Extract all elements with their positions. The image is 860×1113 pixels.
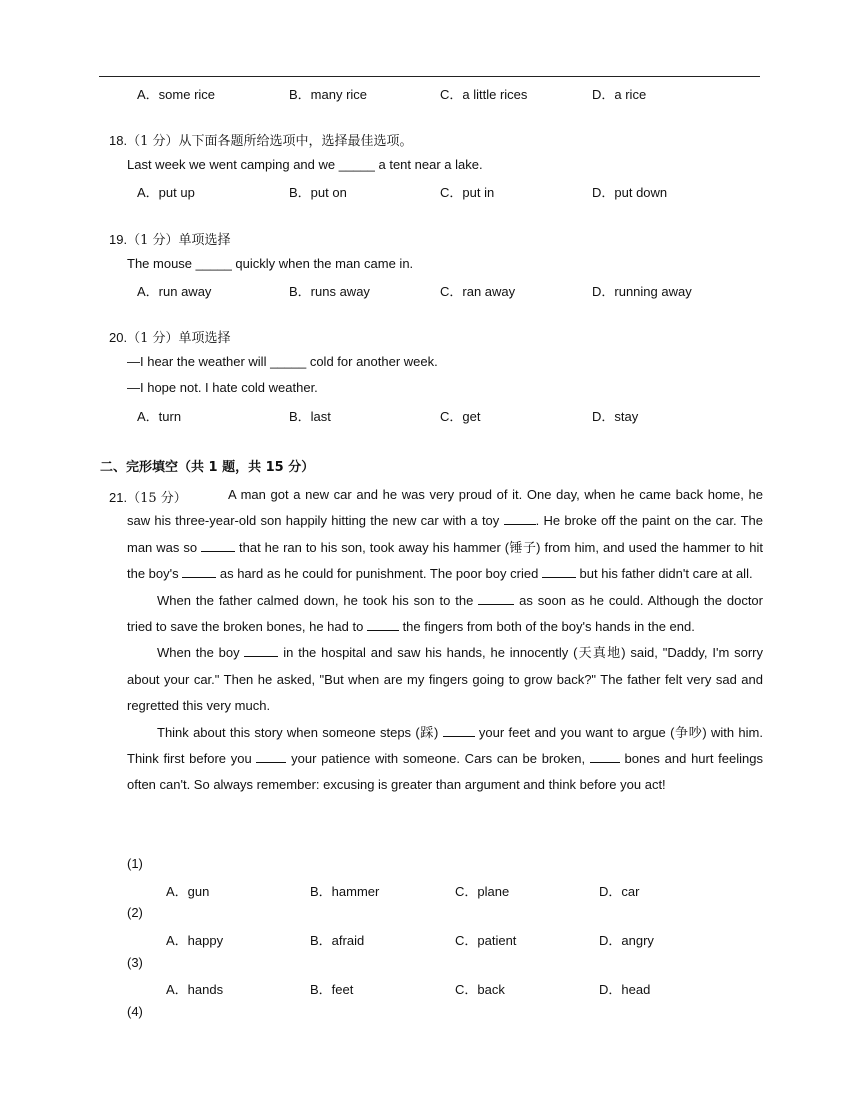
q19-instruction: （1 分）单项选择	[127, 233, 231, 248]
q18-options	[0, 182, 860, 200]
q21-passage	[127, 482, 763, 799]
sub3-option-a[interactable]: A．hands	[166, 982, 224, 997]
sub-question-1-label: (1)	[127, 856, 143, 871]
sub3-option-b[interactable]: B．feet	[310, 982, 354, 997]
sub-question-2-options	[0, 930, 860, 948]
sub2-option-c[interactable]: C．patient	[455, 933, 517, 948]
q18-option-a[interactable]: A．put up	[137, 185, 195, 200]
q19-option-a[interactable]: A．run away	[137, 284, 212, 299]
q20-number: 20.	[109, 330, 128, 345]
sub1-option-d[interactable]: D．car	[599, 884, 640, 899]
q20-stem-line1: —I hear the weather will _____ cold for another week.	[127, 354, 438, 369]
q20-option-b[interactable]: B．last	[289, 409, 331, 424]
sub3-option-d[interactable]: D．head	[599, 982, 651, 997]
p3-text-b: in the hospital and saw his hands, he innocently (天真地) said, "Daddy, I'm sorry about your car." Then he asked, "But when are my fingers going to grow back?" The father felt very sad and regretted this very much.	[127, 645, 763, 714]
q19-option-c[interactable]: C．ran away	[440, 284, 516, 299]
q20-instruction: （1 分）单项选择	[127, 331, 231, 346]
blank-1[interactable]	[504, 512, 536, 525]
q20-stem-line2: —I hope not. I hate cold weather.	[127, 380, 318, 395]
q20-header	[109, 327, 230, 346]
q20-option-c[interactable]: C．get	[440, 409, 481, 424]
blank-3[interactable]	[182, 565, 216, 578]
p4-text-d: bones and hurt feelings often can't. So always remember: excusing is greater than argument and think before you act!	[127, 751, 763, 793]
q17-option-d[interactable]: D．a rice	[592, 87, 647, 102]
sub2-option-b[interactable]: B．afraid	[310, 933, 365, 948]
top-rule	[99, 76, 760, 77]
sub1-option-a[interactable]: A．gun	[166, 884, 210, 899]
q18-instruction: （1 分）从下面各题所给选项中，选择最佳选项。	[127, 134, 413, 149]
sub-question-1-options	[0, 881, 860, 899]
q19-stem: The mouse _____ quickly when the man came in.	[127, 256, 414, 271]
q18-stem: Last week we went camping and we _____ a tent near a lake.	[127, 157, 483, 172]
sub3-option-c[interactable]: C．back	[455, 982, 505, 997]
blank-9[interactable]	[256, 750, 286, 763]
passage-paragraph-1	[127, 482, 763, 588]
sub-question-4-label: (4)	[127, 1004, 143, 1019]
q17-option-a[interactable]: A．some rice	[137, 87, 216, 102]
q21-score: （15 分）	[127, 491, 187, 506]
blank-8[interactable]	[443, 724, 475, 737]
q18-number: 18.	[109, 133, 128, 148]
q19-header	[109, 229, 230, 248]
sub-question-3-label: (3)	[127, 955, 143, 970]
blank-2[interactable]	[201, 539, 235, 552]
p2-text-b: as soon as he could. Although the doctor tried to save the broken bones, he had to	[127, 592, 763, 635]
sub-question-2-label: (2)	[127, 905, 143, 920]
p1-text-c: that he ran to his son, took away his hammer (锤子) from him, and used the hammer to hit the boy's	[127, 539, 763, 582]
p4-text-b: your feet and you want to argue (争吵) with him. Think first before you	[127, 724, 763, 767]
p1-text-a: A man got a new car and he was very proud of it. One day, when he came back home, he saw his three-year-old son happily hitting the new car with a toy	[127, 487, 763, 529]
passage-paragraph-4	[127, 720, 763, 799]
blank-6[interactable]	[367, 618, 399, 631]
p2-text-a: When the father calmed down, he took his son to the	[157, 592, 479, 608]
q19-option-b[interactable]: B．runs away	[289, 284, 370, 299]
blank-10[interactable]	[590, 750, 620, 763]
q19-option-d[interactable]: D．running away	[592, 284, 692, 299]
p1-text-b: . He broke off the paint on the car. The man was so	[127, 513, 763, 555]
passage-paragraph-3	[127, 640, 763, 719]
q21-number: 21.	[109, 490, 128, 505]
q20-option-a[interactable]: A．turn	[137, 409, 182, 424]
q19-options	[0, 281, 860, 299]
q17-options	[0, 84, 860, 102]
blank-4[interactable]	[542, 565, 576, 578]
sub2-option-a[interactable]: A．happy	[166, 933, 224, 948]
q17-option-b[interactable]: B．many rice	[289, 87, 368, 102]
q18-option-c[interactable]: C．put in	[440, 185, 495, 200]
q17-option-c[interactable]: C．a little rices	[440, 87, 528, 102]
p3-text-a: When the boy	[157, 645, 245, 661]
blank-5[interactable]	[478, 592, 514, 605]
p1-text-e: but his father didn't care at all.	[575, 566, 753, 582]
section-heading-cloze: 二、完形填空（共 1 题，共 15 分）	[100, 460, 315, 475]
sub1-option-b[interactable]: B．hammer	[310, 884, 380, 899]
passage-paragraph-2	[127, 588, 763, 641]
q20-options	[0, 406, 860, 424]
q19-number: 19.	[109, 232, 128, 247]
p2-text-c: the fingers from both of the boy's hands in the end.	[398, 619, 695, 635]
sub1-option-c[interactable]: C．plane	[455, 884, 510, 899]
sub-question-3-options	[0, 979, 860, 997]
p1-text-d: as hard as he could for punishment. The poor boy cried	[216, 566, 542, 582]
sub2-option-d[interactable]: D．angry	[599, 933, 654, 948]
q18-option-b[interactable]: B．put on	[289, 185, 347, 200]
q18-header	[109, 130, 412, 149]
blank-7[interactable]	[244, 644, 278, 657]
q18-option-d[interactable]: D．put down	[592, 185, 668, 200]
p4-text-a: Think about this story when someone steps (踩)	[157, 724, 443, 740]
q20-option-d[interactable]: D．stay	[592, 409, 639, 424]
p4-text-c: your patience with someone. Cars can be broken,	[286, 751, 590, 767]
